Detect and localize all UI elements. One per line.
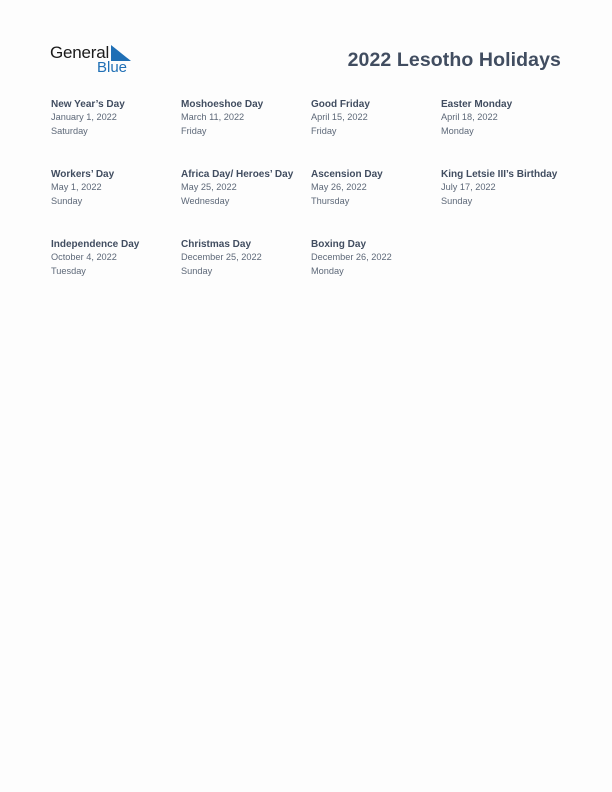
holiday-item	[51, 168, 179, 208]
holiday-weekday: Wednesday	[181, 195, 230, 206]
holiday-name: King Letsie III’s Birthday	[441, 169, 558, 180]
holiday-date: December 26, 2022	[311, 252, 392, 262]
holiday-date: July 17, 2022	[441, 182, 496, 192]
holiday-weekday: Saturday	[51, 125, 88, 136]
holiday-item	[311, 168, 439, 208]
logo-word-blue: Blue	[97, 59, 128, 76]
holiday-name: New Year’s Day	[51, 99, 125, 110]
holiday-item	[441, 168, 569, 208]
generalblue-logo	[50, 42, 140, 78]
page-title: 2022 Lesotho Holidays	[347, 49, 561, 71]
holiday-item	[181, 168, 309, 208]
holiday-date: October 4, 2022	[51, 252, 117, 262]
holiday-name: Africa Day/ Heroes’ Day	[181, 169, 294, 180]
holiday-date: December 25, 2022	[181, 252, 262, 262]
holiday-name: Boxing Day	[311, 239, 367, 250]
holiday-name: Christmas Day	[181, 239, 252, 250]
holiday-weekday: Thursday	[311, 195, 350, 206]
holiday-item	[311, 238, 439, 278]
holiday-date: January 1, 2022	[51, 112, 117, 122]
holiday-weekday: Friday	[311, 125, 337, 136]
holiday-name: Workers’ Day	[51, 169, 115, 180]
holiday-date: May 26, 2022	[311, 182, 367, 192]
holiday-name: Easter Monday	[441, 99, 513, 110]
holiday-item	[51, 98, 179, 138]
holiday-item	[51, 238, 179, 278]
holiday-date: April 15, 2022	[311, 112, 368, 122]
holiday-name: Independence Day	[51, 239, 140, 250]
holiday-item	[181, 98, 309, 138]
holiday-weekday: Friday	[181, 125, 207, 136]
logo-word-general: General	[50, 43, 110, 62]
holiday-weekday: Sunday	[181, 265, 213, 276]
holiday-name: Good Friday	[311, 99, 370, 110]
holiday-item	[181, 238, 309, 278]
holiday-weekday: Monday	[441, 125, 474, 136]
holiday-date: May 1, 2022	[51, 182, 102, 192]
holiday-item	[311, 98, 439, 138]
holiday-date: May 25, 2022	[181, 182, 237, 192]
holiday-weekday: Monday	[311, 265, 344, 276]
holiday-weekday: Sunday	[441, 195, 473, 206]
holiday-name: Ascension Day	[311, 169, 383, 180]
holiday-item	[441, 98, 569, 138]
holiday-weekday: Tuesday	[51, 265, 86, 276]
holiday-date: April 18, 2022	[441, 112, 498, 122]
holiday-name: Moshoeshoe Day	[181, 99, 264, 110]
holiday-date: March 11, 2022	[181, 112, 245, 122]
holiday-weekday: Sunday	[51, 195, 83, 206]
